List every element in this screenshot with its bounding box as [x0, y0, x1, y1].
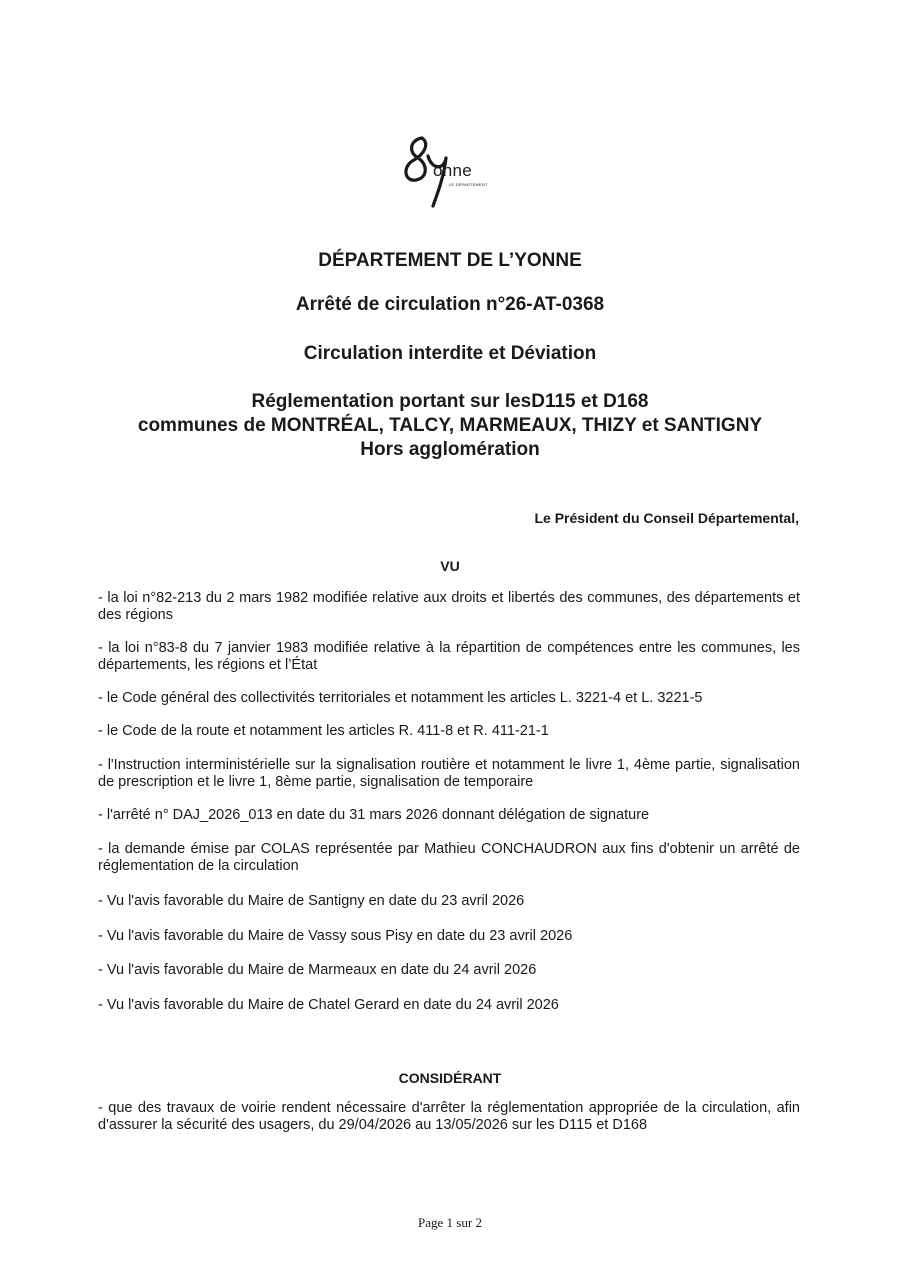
regulation-heading — [0, 390, 900, 462]
vu-item: - l'Instruction interministérielle sur la signalisation routière et notamment le livre 1, 4ème partie, signalisation de prescription et le livre 1, 8ème partie, signalisation de temporaire — [98, 757, 800, 790]
regulation-line: communes de MONTRÉAL, TALCY, MARMEAUX, THIZY et SANTIGNY — [137, 415, 763, 436]
vu-item: - Vu l'avis favorable du Maire de Marmeaux en date du 24 avril 2026 — [98, 962, 537, 978]
yonne-logo — [400, 130, 510, 210]
president-signatory: Le Président du Conseil Départemental, — [534, 510, 799, 526]
vu-item: - le Code de la route et notamment les articles R. 411-8 et R. 411-21-1 — [98, 723, 549, 739]
logo-text: onne — [433, 161, 473, 180]
vu-item: - la loi n°82-213 du 2 mars 1982 modifiée relative aux droits et libertés des communes, des départements et des régions — [98, 590, 800, 623]
regulation-line: Hors agglomération — [360, 439, 540, 460]
vu-item: - la demande émise par COLAS représentée par Mathieu CONCHAUDRON aux fins d'obtenir un arrêté de réglementation de la circulation — [98, 841, 800, 874]
regulation-line: Réglementation portant sur lesD115 et D168 — [251, 391, 649, 412]
vu-title: VU — [440, 558, 460, 574]
vu-item: - Vu l'avis favorable du Maire de Vassy sous Pisy en date du 23 avril 2026 — [98, 928, 573, 944]
arrete-subject: Circulation interdite et Déviation — [303, 343, 597, 364]
page-number: Page 1 sur 2 — [418, 1215, 482, 1230]
vu-item: - l'arrêté n° DAJ_2026_013 en date du 31 mars 2026 donnant délégation de signature — [98, 807, 650, 823]
department-title: DÉPARTEMENT DE L’YONNE — [318, 250, 582, 271]
arrete-number: Arrêté de circulation n°26-AT-0368 — [295, 294, 605, 315]
logo-subtext: LE DÉPARTEMENT — [449, 182, 488, 187]
vu-item: - Vu l'avis favorable du Maire de Santigny en date du 23 avril 2026 — [98, 893, 525, 909]
vu-item: - la loi n°83-8 du 7 janvier 1983 modifiée relative à la répartition de compétences entre les communes, les départements, les régions et l’État — [98, 640, 800, 673]
considerant-item: - que des travaux de voirie rendent nécessaire d'arrêter la réglementation appropriée de la circulation, afin d'assurer la sécurité des usagers, du 29/04/2026 au 13/05/2026 sur les D115 et D168 — [98, 1100, 800, 1133]
vu-item: - le Code général des collectivités territoriales et notamment les articles L. 3221-4 et L. 3221-5 — [98, 690, 703, 706]
considerant-title: CONSIDÉRANT — [398, 1070, 502, 1086]
vu-item: - Vu l'avis favorable du Maire de Chatel Gerard en date du 24 avril 2026 — [98, 997, 559, 1013]
